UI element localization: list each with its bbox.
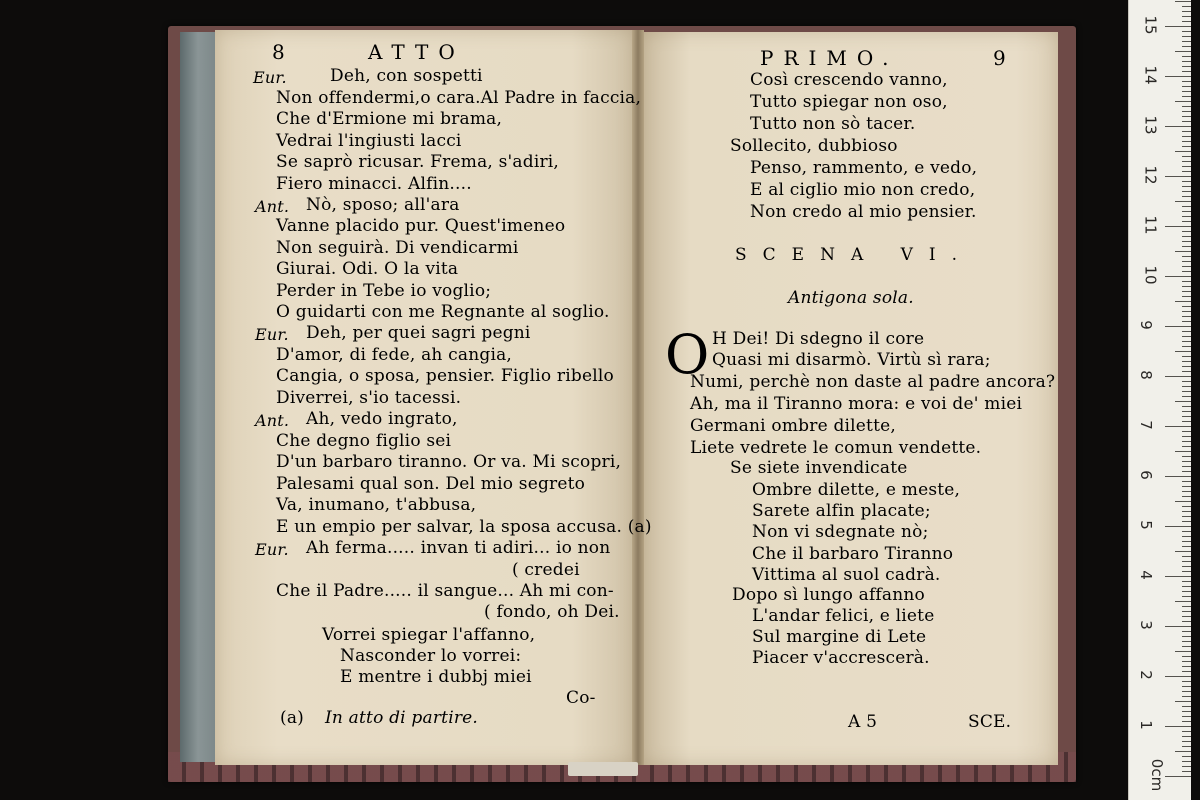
verse-line: ( fondo, oh Dei. (484, 602, 620, 622)
ruler-tick (1165, 276, 1191, 277)
ruler-tick (1182, 231, 1191, 232)
verse-line: Se siete invendicate (730, 458, 908, 478)
ruler-label: 13 (1141, 115, 1160, 135)
ruler-tick (1182, 331, 1191, 332)
ruler-tick (1182, 741, 1191, 742)
verse-line: Che il Padre..... il sangue... Ah mi con- (276, 581, 614, 601)
ruler-tick (1182, 71, 1191, 72)
verse-line: Va, inumano, t'abbusa, (276, 495, 477, 515)
ruler-tick (1182, 711, 1191, 712)
ruler-tick (1182, 16, 1191, 17)
verse-line: Nò, sposo; all'ara (306, 195, 460, 215)
ruler-tick (1175, 301, 1191, 302)
ruler-tick (1175, 151, 1191, 152)
ruler-tick (1182, 306, 1191, 307)
verse-line: Non seguirà. Di vendicarmi (276, 238, 519, 258)
verse-line: Vittima al suol cadrà. (752, 565, 941, 585)
ruler-tick (1182, 286, 1191, 287)
verse-line: Cangia, o sposa, pensier. Figlio ribello (276, 366, 614, 386)
ruler-tick (1182, 571, 1191, 572)
verse-line: O guidarti con me Regnante al soglio. (276, 302, 610, 322)
ruler-tick (1182, 446, 1191, 447)
speaker: Eur. (255, 540, 289, 559)
ruler-tick (1182, 371, 1191, 372)
ruler-tick (1182, 21, 1191, 22)
ruler-tick (1182, 266, 1191, 267)
ruler-tick (1175, 401, 1191, 402)
ruler-label: 2 (1136, 670, 1155, 680)
ruler-tick (1175, 651, 1191, 652)
ruler-tick (1182, 296, 1191, 297)
ruler-tick (1182, 356, 1191, 357)
ruler-tick (1165, 726, 1191, 727)
ruler-tick (1182, 696, 1191, 697)
ruler-tick (1182, 196, 1191, 197)
ruler-tick (1165, 576, 1191, 577)
ruler-label: 10 (1141, 265, 1160, 285)
ruler-tick (1165, 776, 1191, 777)
ruler-tick (1175, 501, 1191, 502)
ruler-tick (1182, 336, 1191, 337)
ruler-tick (1182, 461, 1191, 462)
ruler-tick (1182, 131, 1191, 132)
ruler-tick (1182, 181, 1191, 182)
ruler-tick (1182, 31, 1191, 32)
ruler-tick (1182, 316, 1191, 317)
ruler-tick (1182, 671, 1191, 672)
verse-line: Che d'Ermione mi brama, (276, 109, 503, 129)
ruler-tick (1165, 476, 1191, 477)
ruler-label: 3 (1136, 620, 1155, 630)
ruler-tick (1182, 486, 1191, 487)
ruler-label: 7 (1136, 420, 1155, 430)
ruler-tick (1182, 6, 1191, 7)
ruler-tick (1182, 61, 1191, 62)
running-head-left: ATTO (368, 40, 465, 64)
verse-line: H Dei! Di sdegno il core (712, 329, 925, 349)
ruler-tick (1182, 96, 1191, 97)
ruler-tick (1182, 706, 1191, 707)
verse-line: Non vi sdegnate nò; (752, 522, 929, 542)
ruler-tick (1182, 491, 1191, 492)
verse-line: Numi, perchè non daste al padre ancora? (690, 372, 1056, 392)
ruler-tick (1165, 26, 1191, 27)
ruler-tick (1182, 161, 1191, 162)
verse-line: Penso, rammento, e vedo, (750, 158, 978, 178)
ruler-tick (1182, 466, 1191, 467)
ruler-tick (1175, 551, 1191, 552)
ruler-tick (1175, 601, 1191, 602)
verse-line: E mentre i dubbj miei (340, 667, 532, 687)
ruler-tick (1165, 326, 1191, 327)
ruler-tick (1182, 156, 1191, 157)
ruler-tick (1175, 751, 1191, 752)
ruler-tick (1182, 596, 1191, 597)
catchword: SCE. (968, 712, 1012, 732)
ruler-tick (1182, 81, 1191, 82)
verse-line: E un empio per salvar, la sposa accusa. (a) (276, 517, 652, 537)
verse-line: Tutto spiegar non oso, (750, 92, 948, 112)
ruler-tick (1182, 766, 1191, 767)
ruler-tick (1182, 691, 1191, 692)
ruler-label: 14 (1141, 65, 1160, 85)
footnote-marker: (a) (280, 708, 304, 728)
ruler-tick (1182, 561, 1191, 562)
ruler-tick (1175, 701, 1191, 702)
verse-line: Ah, vedo ingrato, (306, 409, 458, 429)
ruler-tick (1182, 86, 1191, 87)
ruler-tick (1182, 116, 1191, 117)
ruler-tick (1182, 11, 1191, 12)
ruler-tick (1182, 256, 1191, 257)
ruler-tick (1182, 271, 1191, 272)
ruler-tick (1165, 126, 1191, 127)
book-gutter (632, 30, 644, 765)
ruler-label: 6 (1136, 470, 1155, 480)
ruler-tick (1182, 736, 1191, 737)
ruler-tick (1182, 346, 1191, 347)
ruler-tick (1182, 141, 1191, 142)
scene-character: Antigona sola. (788, 288, 914, 308)
verse-line: Deh, per quei sagri pegni (306, 323, 531, 343)
ruler-tick (1182, 421, 1191, 422)
running-head-right: PRIMO. (760, 46, 899, 70)
ruler-tick (1182, 591, 1191, 592)
verse-line: Dopo sì lungo affanno (732, 585, 925, 605)
ruler-tick (1182, 391, 1191, 392)
ruler-label: 4 (1136, 570, 1155, 580)
ruler-tick (1182, 586, 1191, 587)
verse-line: Che il barbaro Tiranno (752, 544, 954, 564)
ruler-tick (1182, 456, 1191, 457)
verse-line: Diverrei, s'io tacessi. (276, 388, 462, 408)
verse-line: Ombre dilette, e meste, (752, 480, 961, 500)
verse-line: Liete vedrete le comun vendette. (690, 438, 982, 458)
ruler-tick (1182, 236, 1191, 237)
verse-line: Se saprò ricusar. Frema, s'adiri, (276, 152, 560, 172)
scene-heading: SCENA VI. (735, 245, 974, 265)
ruler-tick (1182, 246, 1191, 247)
ruler-tick (1182, 91, 1191, 92)
ruler-tick (1175, 1, 1191, 2)
verse-line: Che degno figlio sei (276, 431, 452, 451)
signature-mark: A 5 (848, 712, 878, 732)
ruler-tick (1182, 361, 1191, 362)
ruler-tick (1182, 506, 1191, 507)
ruler-tick (1182, 381, 1191, 382)
ruler-tick (1182, 221, 1191, 222)
ruler-tick (1175, 101, 1191, 102)
ruler-tick (1182, 556, 1191, 557)
ruler-tick (1165, 176, 1191, 177)
ruler-tick (1182, 146, 1191, 147)
drop-cap: O (665, 323, 710, 386)
ruler-tick (1182, 516, 1191, 517)
ruler-label: 0cm (1148, 758, 1167, 792)
ruler-tick (1182, 321, 1191, 322)
ruler-tick (1182, 66, 1191, 67)
ruler-tick (1182, 396, 1191, 397)
verse-line: Germani ombre dilette, (690, 416, 896, 436)
ruler-tick (1182, 641, 1191, 642)
verse-line: Sarete alfin placate; (752, 501, 931, 521)
ruler-tick (1182, 631, 1191, 632)
ruler-tick (1182, 416, 1191, 417)
ruler-tick (1182, 206, 1191, 207)
ruler-tick (1182, 496, 1191, 497)
ruler-tick (1165, 376, 1191, 377)
endpaper (180, 32, 220, 762)
ruler-tick (1182, 546, 1191, 547)
ruler-label: 5 (1136, 520, 1155, 530)
verse-line: Tutto non sò tacer. (750, 114, 916, 134)
ruler-tick (1182, 191, 1191, 192)
verse-line: D'un barbaro tiranno. Or va. Mi scopri, (276, 452, 622, 472)
ruler-label: 1 (1136, 720, 1155, 730)
verse-line: ( credei (512, 560, 580, 580)
ruler-tick (1182, 431, 1191, 432)
ruler-tick (1182, 436, 1191, 437)
catchword: Co- (566, 688, 596, 708)
ruler-tick (1182, 761, 1191, 762)
ruler-tick (1182, 681, 1191, 682)
ruler-tick (1182, 666, 1191, 667)
ruler-tick (1182, 411, 1191, 412)
page-number-right: 9 (993, 46, 1006, 70)
ruler-tick (1182, 136, 1191, 137)
verse-line: E al ciglio mio non credo, (750, 180, 976, 200)
ruler-tick (1175, 351, 1191, 352)
ruler-tick (1182, 241, 1191, 242)
ruler-tick (1182, 721, 1191, 722)
verse-line: Vorrei spiegar l'affanno, (322, 625, 536, 645)
ruler-tick (1182, 566, 1191, 567)
verse-line: Giurai. Odi. O la vita (276, 259, 459, 279)
verse-line: L'andar felici, e liete (752, 606, 935, 626)
ruler-tick (1182, 661, 1191, 662)
ruler-tick (1182, 171, 1191, 172)
ruler-tick (1182, 716, 1191, 717)
ruler-tick (1182, 216, 1191, 217)
ruler-tick (1175, 51, 1191, 52)
ruler-tick (1182, 611, 1191, 612)
speaker: Eur. (255, 325, 289, 344)
footnote-text: In atto di partire. (325, 708, 479, 728)
ruler-tick (1182, 471, 1191, 472)
ruler-tick (1182, 481, 1191, 482)
ruler-tick (1165, 626, 1191, 627)
verse-line: Non offendermi,o cara.Al Padre in faccia, (276, 88, 642, 108)
measuring-ruler (1128, 0, 1191, 800)
verse-line: Ah ferma..... invan ti adiri... io non (306, 538, 611, 558)
ruler-tick (1165, 526, 1191, 527)
ruler-tick (1182, 341, 1191, 342)
ruler-tick (1182, 46, 1191, 47)
ruler-tick (1182, 186, 1191, 187)
ruler-tick (1182, 41, 1191, 42)
ruler-label: 9 (1136, 320, 1155, 330)
ruler-tick (1182, 756, 1191, 757)
verse-line: Ah, ma il Tiranno mora: e voi de' miei (690, 394, 1023, 414)
ruler-tick (1182, 366, 1191, 367)
ruler-tick (1182, 621, 1191, 622)
ruler-tick (1182, 636, 1191, 637)
ruler-tick (1175, 251, 1191, 252)
ruler-tick (1182, 771, 1191, 772)
ruler-tick (1182, 386, 1191, 387)
verse-line: Sollecito, dubbioso (730, 136, 898, 156)
ruler-tick (1165, 676, 1191, 677)
ruler-tick (1182, 406, 1191, 407)
ruler-tick (1182, 281, 1191, 282)
ruler-tick (1182, 581, 1191, 582)
ruler-tick (1182, 686, 1191, 687)
verse-line: Deh, con sospetti (330, 66, 483, 86)
ruler-tick (1182, 541, 1191, 542)
ruler-tick (1165, 226, 1191, 227)
ruler-tick (1182, 646, 1191, 647)
ruler-tick (1182, 311, 1191, 312)
verse-line: Non credo al mio pensier. (750, 202, 977, 222)
verse-line: Sul margine di Lete (752, 627, 927, 647)
verse-line: Piacer v'accrescerà. (752, 648, 930, 668)
verse-line: Così crescendo vanno, (750, 70, 948, 90)
ruler-tick (1175, 201, 1191, 202)
ruler-tick (1182, 511, 1191, 512)
speaker: Eur. (253, 68, 287, 87)
page-number-left: 8 (272, 40, 285, 64)
ruler-tick (1182, 261, 1191, 262)
speaker: Ant. (255, 411, 290, 430)
ruler-tick (1182, 211, 1191, 212)
spine-tab (568, 762, 638, 776)
ruler-tick (1182, 56, 1191, 57)
verse-line: Fiero minacci. Alfin.... (276, 174, 472, 194)
ruler-tick (1182, 616, 1191, 617)
ruler-label: 11 (1141, 215, 1160, 235)
ruler-tick (1165, 426, 1191, 427)
ruler-tick (1182, 536, 1191, 537)
ruler-tick (1182, 106, 1191, 107)
ruler-tick (1182, 606, 1191, 607)
ruler-tick (1165, 76, 1191, 77)
ruler-tick (1182, 656, 1191, 657)
ruler-tick (1175, 451, 1191, 452)
ruler-tick (1182, 166, 1191, 167)
ruler-tick (1182, 521, 1191, 522)
ruler-tick (1182, 746, 1191, 747)
ruler-tick (1182, 731, 1191, 732)
ruler-tick (1182, 121, 1191, 122)
ruler-label: 15 (1141, 15, 1160, 35)
verse-line: Quasi mi disarmò. Virtù sì rara; (712, 350, 991, 370)
verse-line: Perder in Tebe io voglio; (276, 281, 492, 301)
verse-line: Palesami qual son. Del mio segreto (276, 474, 586, 494)
ruler-tick (1182, 291, 1191, 292)
ruler-tick (1182, 441, 1191, 442)
ruler-label: 8 (1136, 370, 1155, 380)
verse-line: Vedrai l'ingiusti lacci (276, 131, 462, 151)
ruler-label: 12 (1141, 165, 1160, 185)
ruler-tick (1182, 531, 1191, 532)
verse-line: Vanne placido pur. Quest'imeneo (276, 216, 566, 236)
ruler-tick (1182, 36, 1191, 37)
verse-line: Nasconder lo vorrei: (340, 646, 522, 666)
speaker: Ant. (255, 197, 290, 216)
verse-line: D'amor, di fede, ah cangia, (276, 345, 513, 365)
ruler-tick (1182, 111, 1191, 112)
